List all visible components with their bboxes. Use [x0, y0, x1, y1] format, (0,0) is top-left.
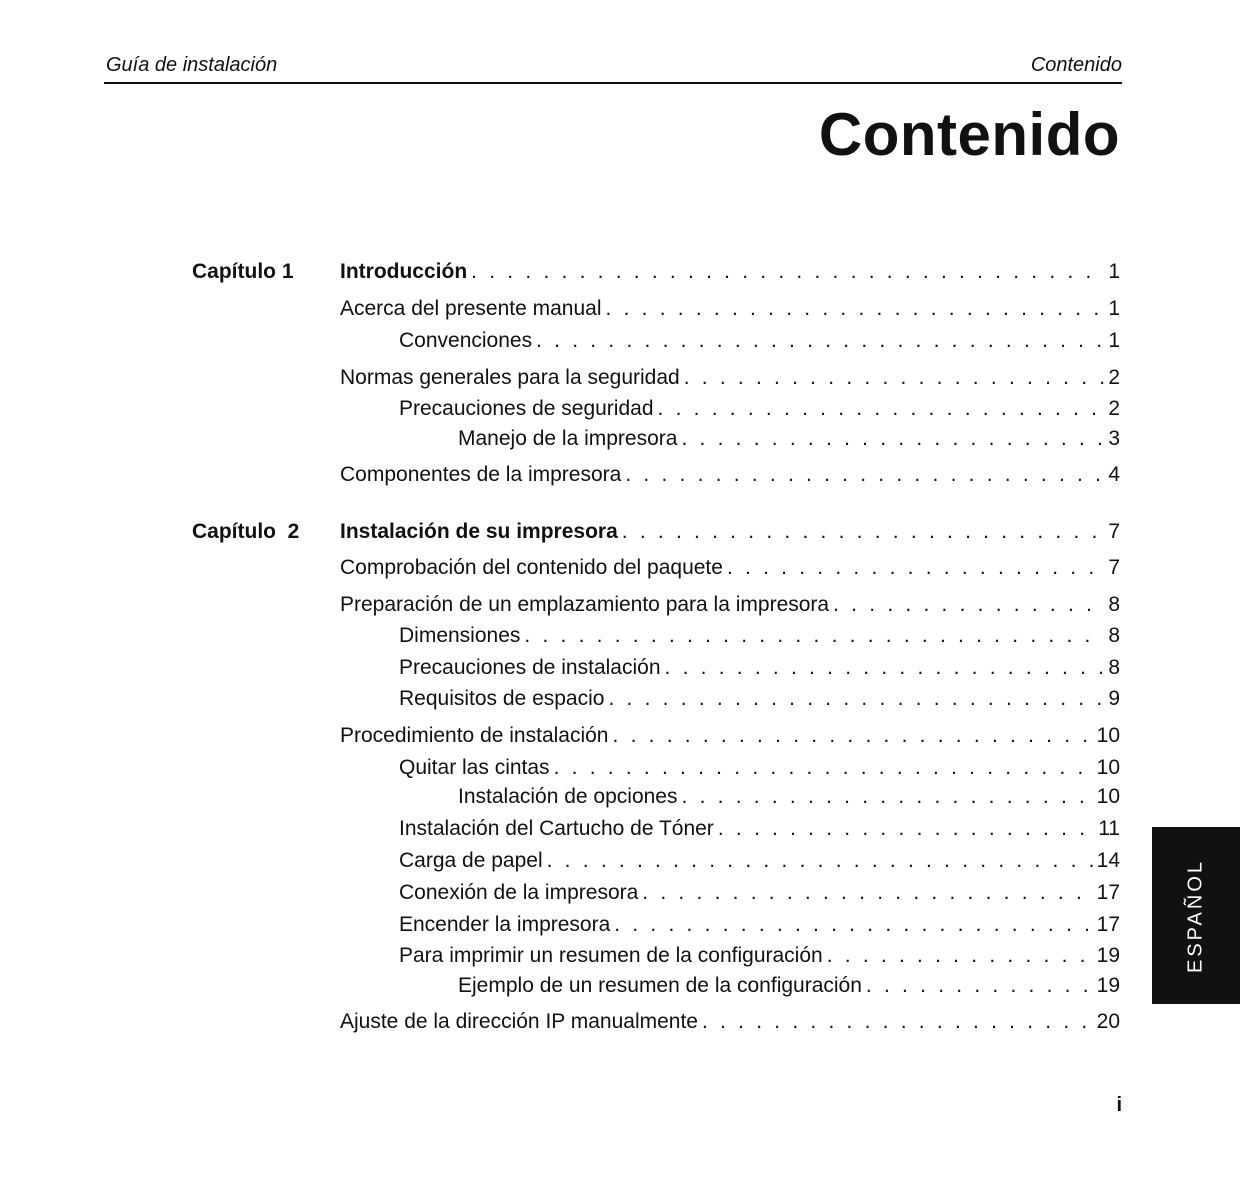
toc-chapter-2[interactable]	[340, 520, 1120, 546]
toc-entry-title: Normas generales para la seguridad	[340, 366, 680, 389]
leader-dots	[866, 974, 1093, 998]
toc-entry-page: 10	[1096, 756, 1120, 779]
header-section-title: Contenido	[1030, 54, 1122, 76]
leader-dots	[524, 624, 1104, 648]
toc-entry-title: Preparación de un emplazamiento para la impresora	[340, 593, 830, 616]
toc-entry-page: 17	[1096, 913, 1120, 936]
toc-entry[interactable]	[399, 329, 1120, 355]
toc-entry-title: Ajuste de la dirección IP manualmente	[340, 1010, 698, 1033]
toc-entry-page: 7	[1108, 556, 1120, 579]
toc-entry-page: 10	[1096, 785, 1120, 808]
toc-entry-title: Para imprimir un resumen de la configuración	[399, 944, 823, 967]
toc-entry[interactable]	[399, 624, 1120, 650]
leader-dots	[613, 724, 1093, 748]
leader-dots	[554, 756, 1093, 780]
toc-entry-page: 19	[1096, 974, 1120, 997]
header-guide-title: Guía de instalación	[106, 54, 278, 76]
page-title: Contenido	[818, 101, 1120, 168]
toc-entry-page: 11	[1098, 817, 1120, 840]
toc-chapter-1[interactable]	[340, 260, 1120, 286]
leader-dots	[682, 785, 1093, 809]
toc-entry[interactable]	[399, 656, 1120, 682]
toc-entry-page: 19	[1096, 944, 1120, 967]
toc-entry-page: 3	[1108, 427, 1120, 450]
toc-entry-title: Carga de papel	[399, 849, 543, 872]
toc-entry-page: 4	[1108, 463, 1120, 486]
toc-entry-title: Conexión de la impresora	[399, 881, 639, 904]
leader-dots	[827, 944, 1093, 968]
toc-entry[interactable]	[399, 817, 1120, 843]
toc-entry-title: Instalación de opciones	[458, 785, 678, 808]
toc-entry-title: Convenciones	[399, 329, 533, 352]
toc-entry-title: Encender la impresora	[399, 913, 611, 936]
chapter-2-label: Capítulo 2	[192, 520, 300, 543]
toc-entry[interactable]	[340, 724, 1120, 750]
toc-entry[interactable]	[458, 785, 1120, 811]
toc-entry-page: 8	[1108, 624, 1120, 647]
chapter-1-label: Capítulo 1	[192, 260, 294, 283]
toc-entry[interactable]	[340, 593, 1120, 619]
leader-dots	[727, 556, 1104, 580]
toc-entry[interactable]	[399, 881, 1120, 907]
toc-entry-page: 7	[1108, 520, 1120, 543]
leader-dots	[608, 687, 1104, 711]
toc-entry-title: Introducción	[340, 260, 468, 283]
toc-entry-title: Dimensiones	[399, 624, 521, 647]
toc-entry-title: Precauciones de seguridad	[399, 397, 654, 420]
toc-entry-title: Instalación del Cartucho de Tóner	[399, 817, 714, 840]
toc-entry-title: Componentes de la impresora	[340, 463, 622, 486]
toc-entry-page: 20	[1096, 1010, 1120, 1033]
toc-entry-page: 8	[1108, 593, 1120, 616]
toc-entry-page: 1	[1108, 260, 1120, 283]
leader-dots	[606, 297, 1105, 321]
toc-entry-page: 2	[1108, 397, 1120, 420]
toc-entry-page: 8	[1108, 656, 1120, 679]
toc-entry[interactable]	[399, 849, 1120, 875]
toc-entry[interactable]	[340, 297, 1120, 323]
toc-entry-title: Quitar las cintas	[399, 756, 550, 779]
page-number: i	[1116, 1094, 1122, 1116]
toc-entry[interactable]	[340, 366, 1120, 392]
leader-dots	[833, 593, 1104, 617]
toc-entry-title: Instalación de su impresora	[340, 520, 618, 543]
toc-entry[interactable]	[399, 756, 1120, 782]
toc-entry[interactable]	[340, 463, 1120, 489]
leader-dots	[471, 260, 1104, 284]
toc-entry-title: Procedimiento de instalación	[340, 724, 609, 747]
toc-entry[interactable]	[399, 397, 1120, 423]
leader-dots	[718, 817, 1094, 841]
toc-entry-page: 2	[1108, 366, 1120, 389]
toc-entry-page: 17	[1096, 881, 1120, 904]
toc-entry-page: 14	[1096, 849, 1120, 872]
language-tab-label: ESPAÑOL	[1184, 858, 1207, 973]
toc-entry-page: 1	[1108, 297, 1120, 320]
leader-dots	[681, 427, 1104, 451]
leader-dots	[642, 881, 1092, 905]
toc-entry-page: 1	[1108, 329, 1120, 352]
toc-entry[interactable]	[458, 974, 1120, 1000]
leader-dots	[665, 656, 1105, 680]
toc-entry[interactable]	[399, 913, 1120, 939]
toc-entry-title: Manejo de la impresora	[458, 427, 678, 450]
toc-entry[interactable]	[458, 427, 1120, 453]
leader-dots	[702, 1010, 1093, 1034]
leader-dots	[658, 397, 1105, 421]
leader-dots	[625, 463, 1104, 487]
leader-dots	[547, 849, 1093, 873]
toc-entry-page: 9	[1108, 687, 1120, 710]
language-tab	[1152, 827, 1240, 1004]
toc-entry[interactable]	[340, 1010, 1120, 1036]
toc-entry-page: 10	[1096, 724, 1120, 747]
toc-entry[interactable]	[399, 687, 1120, 713]
toc-entry[interactable]	[399, 944, 1120, 970]
toc-entry-title: Ejemplo de un resumen de la configuración	[458, 974, 862, 997]
running-header	[104, 54, 1122, 84]
toc-entry-title: Requisitos de espacio	[399, 687, 605, 710]
toc-entry-title: Precauciones de instalación	[399, 656, 661, 679]
toc-entry[interactable]	[340, 556, 1120, 582]
toc-entry-title: Acerca del presente manual	[340, 297, 602, 320]
leader-dots	[622, 520, 1105, 544]
toc-entry-title: Comprobación del contenido del paquete	[340, 556, 723, 579]
leader-dots	[684, 366, 1105, 390]
leader-dots	[614, 913, 1092, 937]
leader-dots	[536, 329, 1104, 353]
